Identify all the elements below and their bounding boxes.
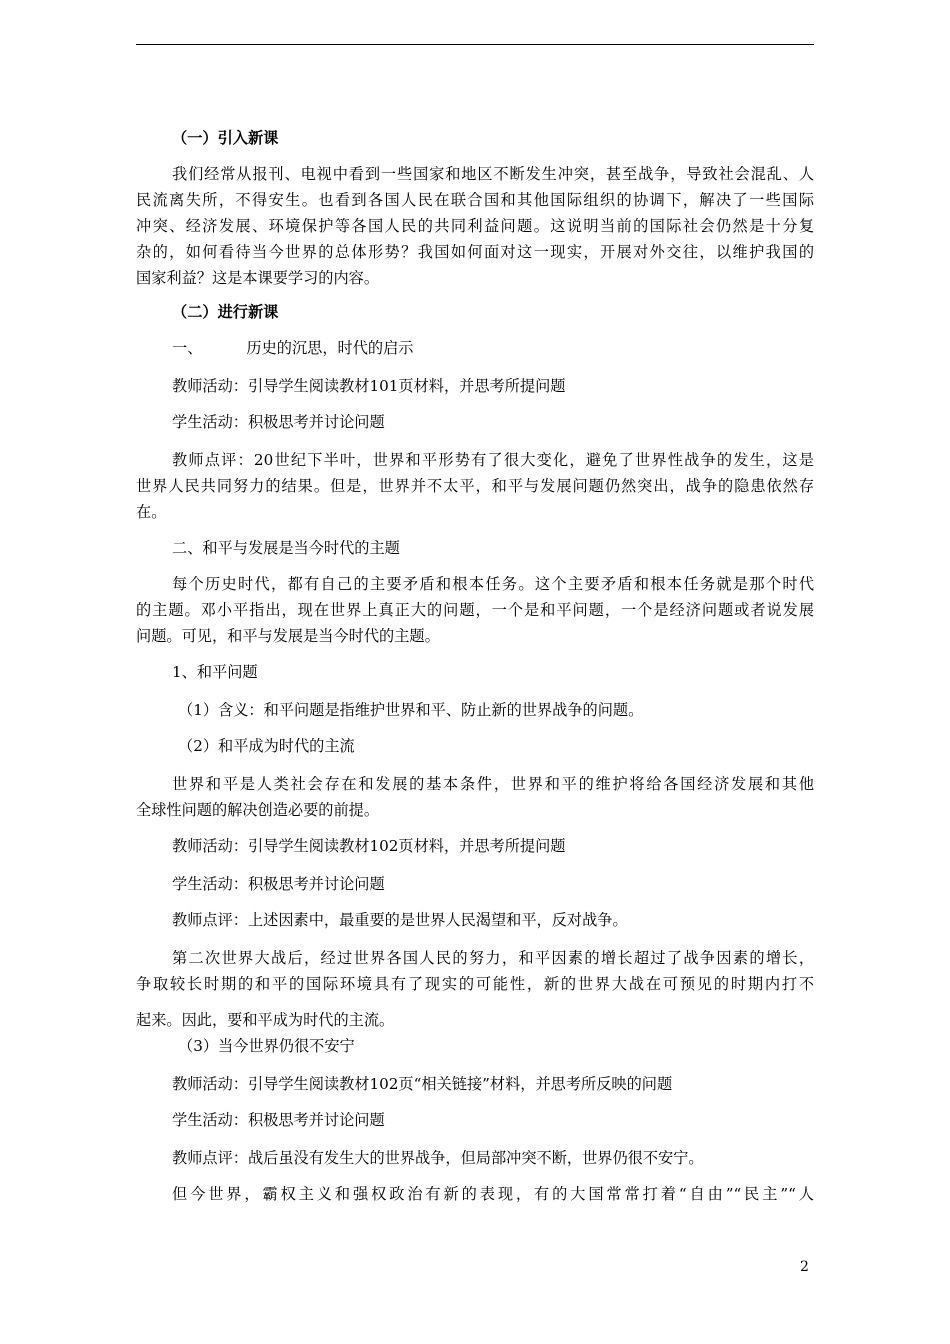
- student-activity: 学生活动：积极思考并讨论问题: [172, 413, 385, 431]
- paragraph-line: 在。: [136, 503, 167, 521]
- subheading-peace: 1、和平问题: [172, 663, 258, 681]
- header-rule: [136, 44, 814, 45]
- mainstream-heading: （2）和平成为时代的主流: [178, 737, 355, 755]
- paragraph-line: 起来。因此，要和平成为时代的主流。: [136, 1011, 395, 1029]
- student-activity: 学生活动：积极思考并讨论问题: [172, 875, 385, 893]
- paragraph-line: 冲突、经济发展、环境保护等各国人民的共同利益问题。这说明当前的国际社会仍然是十分复: [136, 217, 814, 235]
- paragraph-line: 世界人民共同努力的结果。但是，世界并不太平，和平与发展问题仍然突出，战争的隐患依然存: [136, 477, 814, 495]
- paragraph-line: 每个历史时代，都有自己的主要矛盾和根本任务。这个主要矛盾和根本任务就是那个时代: [172, 575, 814, 593]
- teacher-comment: 教师点评：战后虽没有发生大的世界战争，但局部冲突不断，世界仍很不安宁。: [172, 1149, 704, 1167]
- part2-heading: 二、和平与发展是当今时代的主题: [172, 539, 400, 557]
- paragraph-line: 全球性问题的解决创造必要的前提。: [136, 801, 379, 819]
- paragraph-line: 我们经常从报刊、电视中看到一些国家和地区不断发生冲突，甚至战争，导致社会混乱、人: [172, 165, 814, 183]
- paragraph-line: 但今世界，霸权主义和强权政治有新的表现，有的大国常常打着“自由”“民主”“人: [172, 1185, 814, 1203]
- meaning-line: （1）含义：和平问题是指维护世界和平、防止新的世界战争的问题。: [178, 701, 644, 719]
- unsafe-heading: （3）当今世界仍很不安宁: [178, 1037, 355, 1055]
- paragraph-line: 世界和平是人类社会存在和发展的基本条件，世界和平的维护将给各国经济发展和其他: [172, 775, 814, 793]
- part1-number: 一、: [172, 339, 203, 357]
- paragraph-line: 争取较长时期的和平的国际环境具有了现实的可能性，新的世界大战在可预见的时期内打不: [136, 975, 814, 993]
- page-number: 2: [800, 1259, 809, 1275]
- teacher-activity: 教师活动：引导学生阅读教材102页“相关链接”材料，并思考所反映的问题: [172, 1075, 673, 1093]
- paragraph-line: 民流离失所，不得安生。也看到各国人民在联合国和其他国际组织的协调下，解决了一些国际: [136, 191, 814, 209]
- paragraph-line: 国家利益？这是本课要学习的内容。: [136, 269, 379, 287]
- student-activity: 学生活动：积极思考并讨论问题: [172, 1111, 385, 1129]
- teacher-activity: 教师活动：引导学生阅读教材101页材料，并思考所提问题: [172, 377, 566, 395]
- paragraph-line: 的主题。邓小平指出，现在世界上真正大的问题，一个是和平问题，一个是经济问题或者说发展: [136, 601, 814, 619]
- section-heading-intro: （一）引入新课: [172, 129, 279, 147]
- teacher-activity: 教师活动：引导学生阅读教材102页材料，并思考所提问题: [172, 837, 566, 855]
- paragraph-line: 杂的，如何看待当今世界的总体形势？我国如何面对这一现实，开展对外交往，以维护我国的: [136, 243, 814, 261]
- paragraph-line: 问题。可见，和平与发展是当今时代的主题。: [136, 627, 440, 645]
- section-heading-new: （二）进行新课: [172, 303, 279, 321]
- paragraph-line: 第二次世界大战后，经过世界各国人民的努力，和平因素的增长超过了战争因素的增长，: [172, 949, 814, 967]
- teacher-comment: 教师点评：上述因素中，最重要的是世界人民渴望和平，反对战争。: [172, 911, 628, 929]
- part1-heading: [172, 338, 413, 358]
- paragraph-line: 教师点评：20世纪下半叶，世界和平形势有了很大变化，避免了世界性战争的发生，这是: [172, 451, 814, 469]
- part1-title: 历史的沉思，时代的启示: [246, 339, 414, 357]
